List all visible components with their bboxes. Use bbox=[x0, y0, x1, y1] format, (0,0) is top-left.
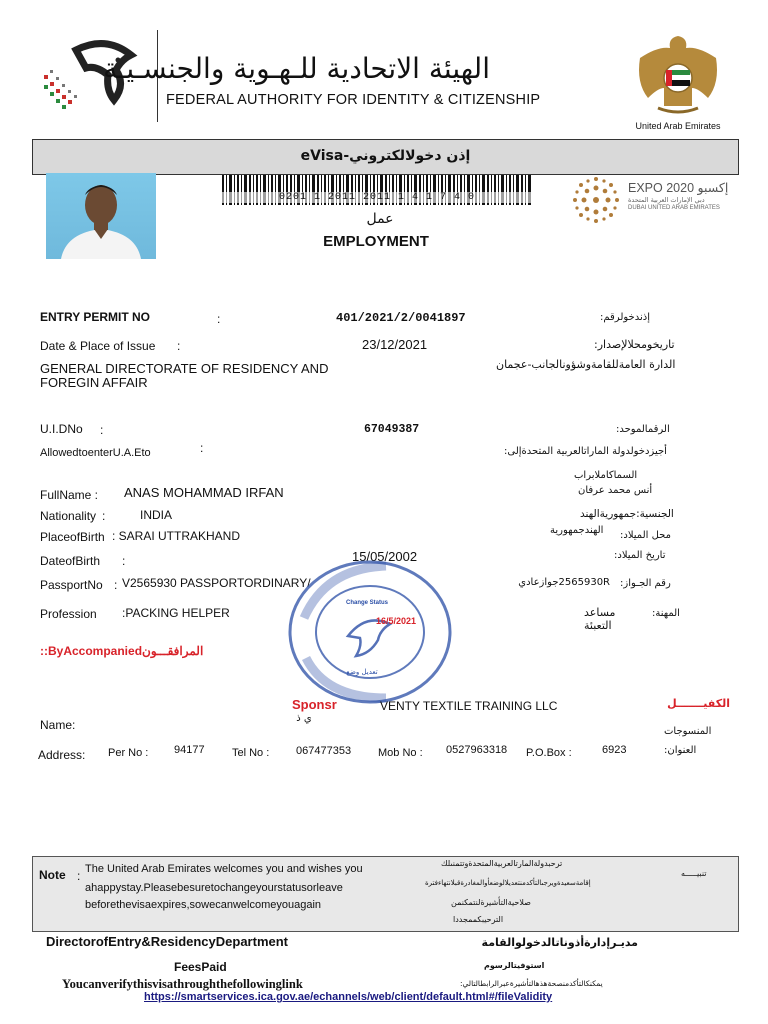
accompanied-label: ::ByAccompaniedالمرافقـــون bbox=[40, 644, 204, 658]
pob-label: PlaceofBirth bbox=[40, 530, 105, 544]
profession-ar: المهنة: bbox=[652, 608, 680, 619]
allowed-ar: أجيزدخولدولة الماراتالعربية المتحدةإلى: bbox=[504, 446, 667, 457]
visa-type-ar: عمل bbox=[366, 211, 394, 227]
authority-name-ar: الهيئة الاتحادية للـهـوية والجنسـيـة bbox=[103, 52, 490, 85]
uid-label: U.I.DNo bbox=[40, 422, 83, 436]
passport-ar: رقم الجـواز: bbox=[620, 578, 671, 589]
expo-sub-en: DUBAI UNITED ARAB EMIRATES bbox=[628, 205, 720, 211]
expo-brand-ar: إكسبو bbox=[697, 180, 729, 195]
director-en: DirectorofEntry&ResidencyDepartment bbox=[46, 934, 289, 949]
passport-value: V2565930 PASSPORTORDINARY/ bbox=[122, 576, 311, 590]
entry-permit-colon: : bbox=[217, 312, 221, 326]
uid-ar: الرقمالموحد: bbox=[616, 424, 670, 435]
note-ar-3: صلاحيةالتأشيرةلنتمكنمن bbox=[451, 898, 531, 907]
passport-ar-value: 2565930Rجوازعادي bbox=[518, 577, 610, 588]
issue-colon: : bbox=[177, 339, 181, 353]
sponsor-name-label: Name: bbox=[40, 718, 76, 732]
expo-brand bbox=[628, 180, 728, 195]
note-box bbox=[32, 856, 739, 932]
note-label-ar: تنبيـــــه bbox=[681, 869, 707, 878]
per-value: 94177 bbox=[174, 744, 205, 756]
nationality-ar: الجنسية:جمهوريةالهند bbox=[580, 508, 674, 520]
passport-colon: : bbox=[114, 578, 118, 592]
passport-label: PassportNo bbox=[40, 578, 103, 592]
sponsor-company: VENTY TEXTILE TRAINING LLC bbox=[380, 699, 558, 713]
verify-ar: يمكنكالتأكدمنصحةهذهالتأشيرةعبرالرابطالتالي: bbox=[460, 979, 603, 988]
mob-value: 0527963318 bbox=[446, 744, 508, 756]
nationality-label: Nationality bbox=[40, 509, 97, 523]
official-stamp bbox=[286, 558, 454, 706]
fullname-value: ANAS MOHAMMAD IRFAN bbox=[124, 485, 284, 500]
tel-value: 067477353 bbox=[296, 745, 352, 757]
note-line-1: The United Arab Emirates welcomes you and wishes you bbox=[85, 863, 363, 875]
note-colon: : bbox=[77, 869, 81, 883]
per-label: Per No : bbox=[108, 747, 149, 759]
entry-permit-label: ENTRY PERMIT NO bbox=[40, 310, 151, 324]
issue-label: Date & Place of Issue bbox=[40, 339, 156, 353]
evisa-title-bar bbox=[32, 139, 739, 175]
pob-ar: محل الميلاد: bbox=[620, 530, 671, 541]
profession-label: Profession bbox=[40, 607, 97, 621]
entry-permit-ar: إذندخولرقم: bbox=[600, 312, 650, 323]
sponsor-company-ar: المنسوجات bbox=[664, 726, 712, 737]
expo-sub-ar: دبي الإمارات العربية المتحدة bbox=[628, 196, 705, 204]
stamp-bottom-text: تعديل وضع bbox=[346, 668, 378, 676]
expo-brand-en: EXPO 2020 bbox=[628, 181, 695, 195]
pob-ar-value: الهندجمهورية bbox=[550, 525, 604, 536]
dob-ar: تاريخ الميلاد: bbox=[614, 550, 666, 561]
fees-en: FeesPaid bbox=[174, 960, 227, 974]
issue-place-ar: الدارة العامةللقامةوشؤونالجانب-عجمان bbox=[496, 358, 676, 371]
applicant-photo bbox=[46, 173, 156, 259]
fullname-label: FullName : bbox=[40, 488, 99, 502]
profession-ar-value: مساعد التعبئة bbox=[584, 606, 616, 632]
note-ar-1: ترحبدولةالمارتالعربيةالمتحدةوتتمنىلك bbox=[441, 859, 563, 868]
dob-value: 15/05/2002 bbox=[352, 549, 418, 564]
address-ar: العنوان: bbox=[664, 745, 697, 756]
note-ar-4: الترحيبكممجددا bbox=[453, 915, 504, 924]
authority-name-en: FEDERAL AUTHORITY FOR IDENTITY & CITIZENSHIP bbox=[166, 92, 541, 108]
verify-en: Youcanverifythisvisathroughthefollowinglink bbox=[62, 977, 303, 991]
uae-emblem-icon bbox=[628, 28, 728, 120]
verification-link[interactable]: https://smartservices.ica.gov.ae/echannels/web/client/default.html#/fileValidity bbox=[144, 991, 553, 1003]
address-label: Address: bbox=[38, 748, 86, 762]
country-label: United Arab Emirates bbox=[635, 121, 721, 131]
note-ar-2: إقامةسعيدةويرجىالتأكدمنتعديلالوضعأوالمغادرةقبلانتهاءفترة bbox=[425, 879, 591, 887]
sponsor-name-fragment: ي ذ bbox=[296, 713, 312, 724]
evisa-title: إذن دخولالكتروني-eVisa bbox=[300, 148, 471, 164]
director-ar: مديـرإدارةأذوناتالدخولوالقامة bbox=[481, 936, 638, 949]
issue-date: 23/12/2021 bbox=[362, 337, 428, 352]
allowed-label: AllowedtoenterU.A.Eto bbox=[40, 447, 151, 459]
note-line-3: beforethevisaexpires,sowecanwelcomeyouagain bbox=[85, 899, 322, 911]
expo-logo-icon bbox=[568, 176, 624, 224]
dob-label: DateofBirth bbox=[40, 554, 101, 568]
pobox-label: P.O.Box : bbox=[526, 747, 572, 759]
fullname-ar-label: السماكاملابراب bbox=[574, 470, 638, 481]
fees-ar: استوفيتالرسوم bbox=[484, 961, 545, 970]
issue-ar: تاريخومحلالإصدار: bbox=[594, 338, 675, 351]
uid-colon: : bbox=[100, 423, 104, 437]
pob-value: : SARAI UTTRAKHAND bbox=[112, 529, 241, 543]
profession-value: :PACKING HELPER bbox=[122, 606, 230, 620]
stamp-top-text: Change Status bbox=[346, 600, 389, 606]
nationality-colon: : bbox=[102, 509, 106, 523]
sponsor-label-en: Sponsr bbox=[292, 697, 337, 712]
pobox-value: 6923 bbox=[602, 744, 627, 756]
dob-colon: : bbox=[122, 554, 126, 568]
mob-label: Mob No : bbox=[378, 747, 423, 759]
visa-type-en: EMPLOYMENT bbox=[323, 233, 429, 250]
stamp-date: 16/5/2021 bbox=[376, 616, 417, 626]
note-line-2: ahappystay.Pleasebesuretochangeyourstatusorleave bbox=[85, 882, 343, 894]
fullname-ar-value: أنس محمد عرفان bbox=[578, 485, 653, 496]
note-label: Note bbox=[39, 868, 66, 882]
uid-value: 67049387 bbox=[364, 423, 420, 436]
issue-place-en: GENERAL DIRECTORATE OF RESIDENCY AND FOREGIN AFFAIR bbox=[40, 361, 329, 390]
tel-label: Tel No : bbox=[232, 747, 270, 759]
entry-permit-value: 401/2021/2/0041897 bbox=[336, 311, 466, 325]
barcode-number: 0201 1 2011 2011 1 4 1 7 4 0 bbox=[212, 192, 542, 203]
sponsor-label-ar: الكفيـــــــل bbox=[667, 697, 730, 710]
allowed-colon: : bbox=[200, 441, 204, 455]
nationality-value: INDIA bbox=[140, 508, 173, 522]
